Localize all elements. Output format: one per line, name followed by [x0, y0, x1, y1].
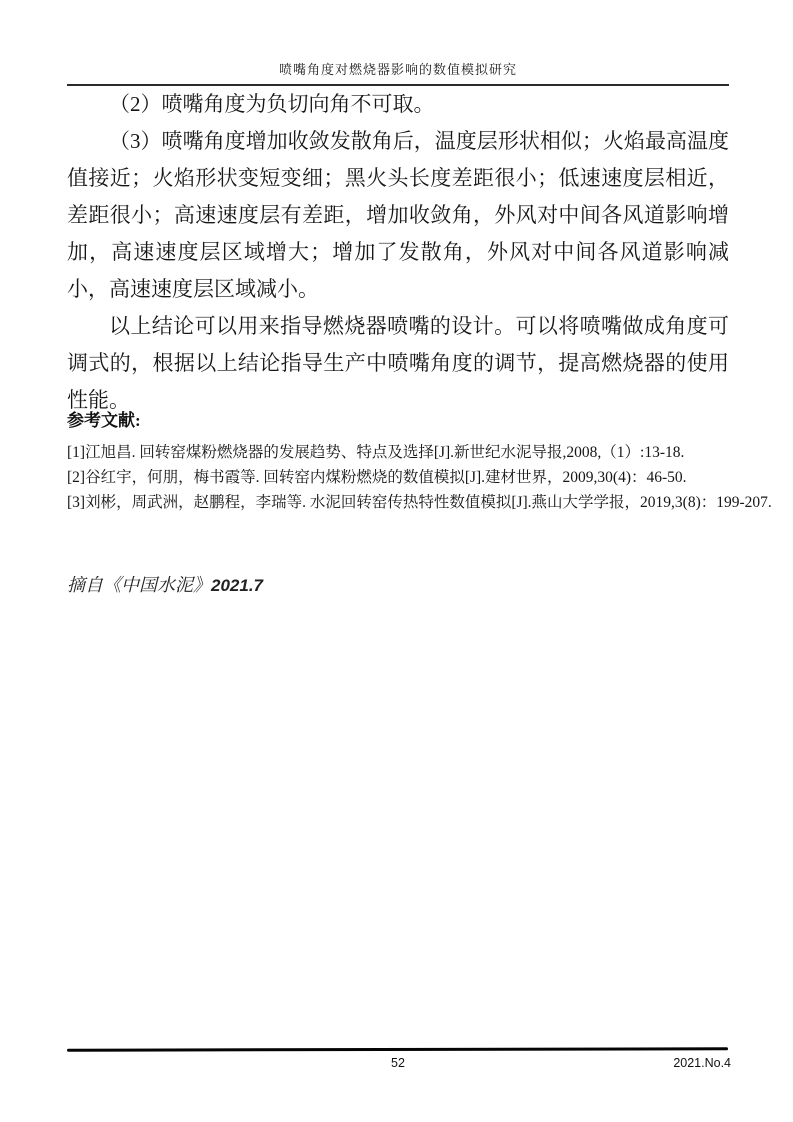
- reference-item-3: [3]刘彬，周武洲，赵鹏程，李瑞等. 水泥回转窑传热特性数值模拟[J].燕山大学学报，2019,3(8)：199-207.: [67, 494, 772, 511]
- references-section: [67, 406, 772, 515]
- document-body: [67, 86, 729, 419]
- source-note: [67, 571, 263, 597]
- source-note-year: 2021.7: [211, 576, 263, 595]
- reference-item-2: [2]谷红宇，何朋，梅书霞等. 回转窑内煤粉燃烧的数值模拟[J].建材世界，2009,30(4)：46-50.: [67, 469, 687, 486]
- footer-rule: [67, 1047, 728, 1051]
- issue-number: 2021.No.4: [673, 1056, 731, 1070]
- page-number: 52: [391, 1056, 405, 1070]
- running-header-title: 喷嘴角度对燃烧器影响的数值模拟研究: [278, 62, 517, 77]
- references-heading: 参考文献:: [67, 411, 141, 430]
- paragraph-point-2: （2）喷嘴角度为负切向角不可取。: [109, 92, 435, 116]
- paragraph-conclusion: 以上结论可以用来指导燃烧器喷嘴的设计。可以将喷嘴做成角度可调式的，根据以上结论指导生产中喷嘴角度的调节，提高燃烧器的使用性能。: [67, 314, 729, 412]
- paragraph-point-3: （3）喷嘴角度增加收敛发散角后，温度层形状相似；火焰最高温度值接近；火焰形状变短变细；黑火头长度差距很小；低速速度层相近，差距很小；高速速度层有差距，增加收敛角，外风对中间各风道影响增加，高速速度层区域增大；增加了发散角，外风对中间各风道影响减小，高速速度层区域减小。: [67, 129, 729, 301]
- source-note-text: 摘自《中国水泥》: [67, 575, 211, 595]
- reference-item-1: [1]江旭昌. 回转窑煤粉燃烧器的发展趋势、特点及选择[J].新世纪水泥导报,2008,（1）:13-18.: [67, 444, 685, 461]
